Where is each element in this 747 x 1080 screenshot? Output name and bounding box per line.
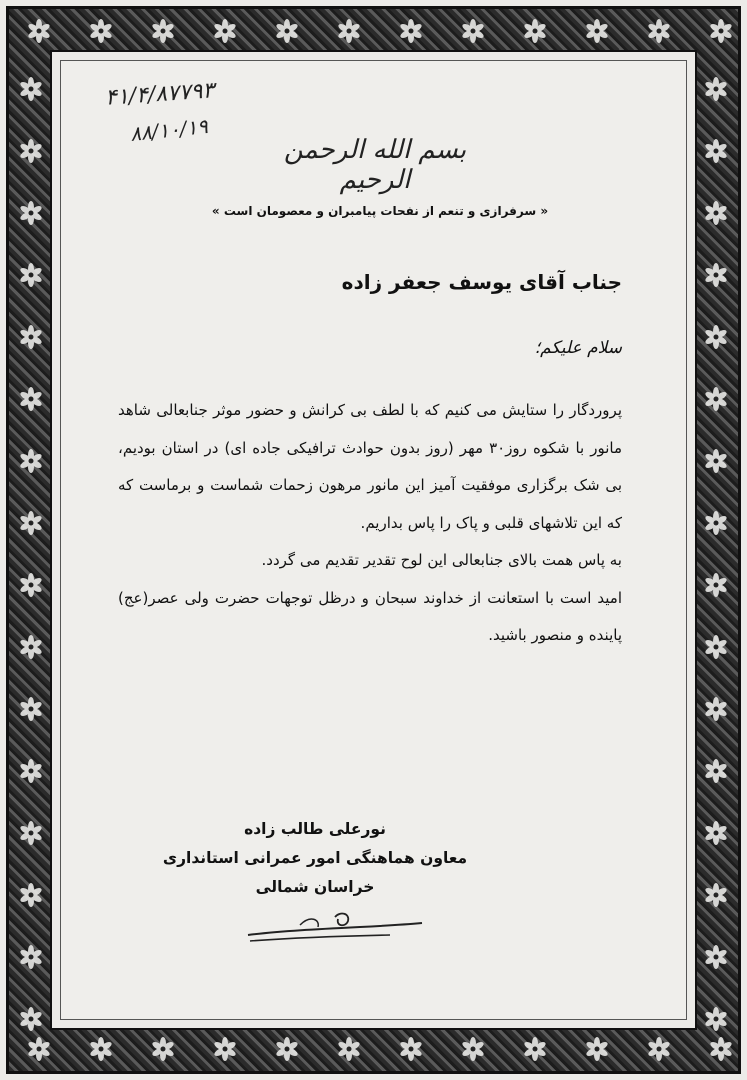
bismillah-calligraphy: بسم الله الرحمن الرحیم	[283, 135, 467, 195]
border-flower-ornament	[399, 1037, 423, 1061]
border-flower-ornament	[461, 1037, 485, 1061]
border-flower-ornament	[523, 19, 547, 43]
border-flower-ornament	[19, 449, 43, 473]
body-paragraph-1: پروردگار را ستایش می کنیم که با لطف بی کرانش و حضور موثر جنابعالی شاهد مانور با شکوه روز۳۰ مهر (روز بدون حوادث ترافیکی جاده ای) در استان بودیم، بی شک برگزاری موفقیت آمیز این مانور مرهون زحمات شماست و برماست که که این تلاشهای قلبی و پاک را پاس بداریم.	[118, 401, 622, 532]
header-subtitle: « سرفرازی و تنعم از نفحات پیامبران و معصومان است »	[211, 204, 549, 218]
handwritten-signature	[240, 905, 430, 950]
border-flower-ornament	[704, 635, 728, 659]
border-flower-ornament	[19, 139, 43, 163]
border-flower-ornament	[704, 573, 728, 597]
recipient-line: جناب آقای یوسف جعفر زاده	[341, 270, 622, 294]
border-flower-ornament	[19, 883, 43, 907]
border-flower-ornament	[19, 573, 43, 597]
border-flower-ornament	[27, 19, 51, 43]
border-flower-ornament	[704, 201, 728, 225]
body-paragraph-3: امید است با استعانت از خداوند سبحان و درظل توجهات حضرت ولی عصر(عج) پاینده و منصور باشید.	[118, 588, 622, 644]
letter-body	[118, 392, 622, 655]
border-flower-ornament	[19, 635, 43, 659]
border-flower-ornament	[704, 883, 728, 907]
border-flower-ornament	[275, 1037, 299, 1061]
border-flower-ornament	[704, 387, 728, 411]
border-flower-ornament	[89, 19, 113, 43]
border-flower-ornament	[19, 511, 43, 535]
border-flower-ornament	[19, 77, 43, 101]
border-flower-ornament	[709, 19, 733, 43]
border-flower-ornament	[19, 1007, 43, 1031]
border-flower-ornament	[19, 821, 43, 845]
handwritten-date: ۸۸/۱۰/۱۹	[128, 113, 209, 147]
border-flower-ornament	[19, 945, 43, 969]
border-flower-ornament	[704, 77, 728, 101]
border-flower-ornament	[704, 945, 728, 969]
signatory-region: خراسان شمالی	[255, 878, 375, 896]
border-flower-ornament	[704, 325, 728, 349]
border-flower-ornament	[585, 19, 609, 43]
border-flower-ornament	[709, 1037, 733, 1061]
signatory-block	[150, 815, 480, 902]
body-paragraph-2: به پاس همت بالای جنابعالی این لوح تقدیر تقدیم می گردد.	[261, 551, 622, 569]
greeting: سلام علیکم؛	[534, 338, 622, 358]
border-flower-ornament	[647, 19, 671, 43]
border-flower-ornament	[19, 759, 43, 783]
border-flower-ornament	[704, 511, 728, 535]
border-flower-ornament	[337, 1037, 361, 1061]
border-flower-ornament	[19, 325, 43, 349]
border-flower-ornament	[19, 387, 43, 411]
border-flower-ornament	[647, 1037, 671, 1061]
border-flower-ornament	[27, 1037, 51, 1061]
border-flower-ornament	[213, 1037, 237, 1061]
border-flower-ornament	[704, 263, 728, 287]
border-flower-ornament	[704, 139, 728, 163]
border-flower-ornament	[704, 697, 728, 721]
border-flower-ornament	[337, 19, 361, 43]
border-flower-ornament	[19, 697, 43, 721]
border-flower-ornament	[704, 449, 728, 473]
border-flower-ornament	[585, 1037, 609, 1061]
border-flower-ornament	[19, 263, 43, 287]
border-flower-ornament	[89, 1037, 113, 1061]
border-flower-ornament	[461, 19, 485, 43]
border-flower-ornament	[151, 19, 175, 43]
border-flower-ornament	[704, 759, 728, 783]
border-flower-ornament	[19, 201, 43, 225]
border-flower-ornament	[151, 1037, 175, 1061]
border-flower-ornament	[704, 1007, 728, 1031]
handwritten-reference-number: ۴۱/۴/۸۷۷۹۳	[104, 78, 216, 111]
border-flower-ornament	[704, 821, 728, 845]
border-flower-ornament	[275, 19, 299, 43]
border-flower-ornament	[523, 1037, 547, 1061]
border-flower-ornament	[399, 19, 423, 43]
signatory-title: معاون هماهنگی امور عمرانی استانداری	[162, 849, 468, 867]
signatory-name: نورعلی طالب زاده	[244, 820, 386, 838]
border-flower-ornament	[213, 19, 237, 43]
